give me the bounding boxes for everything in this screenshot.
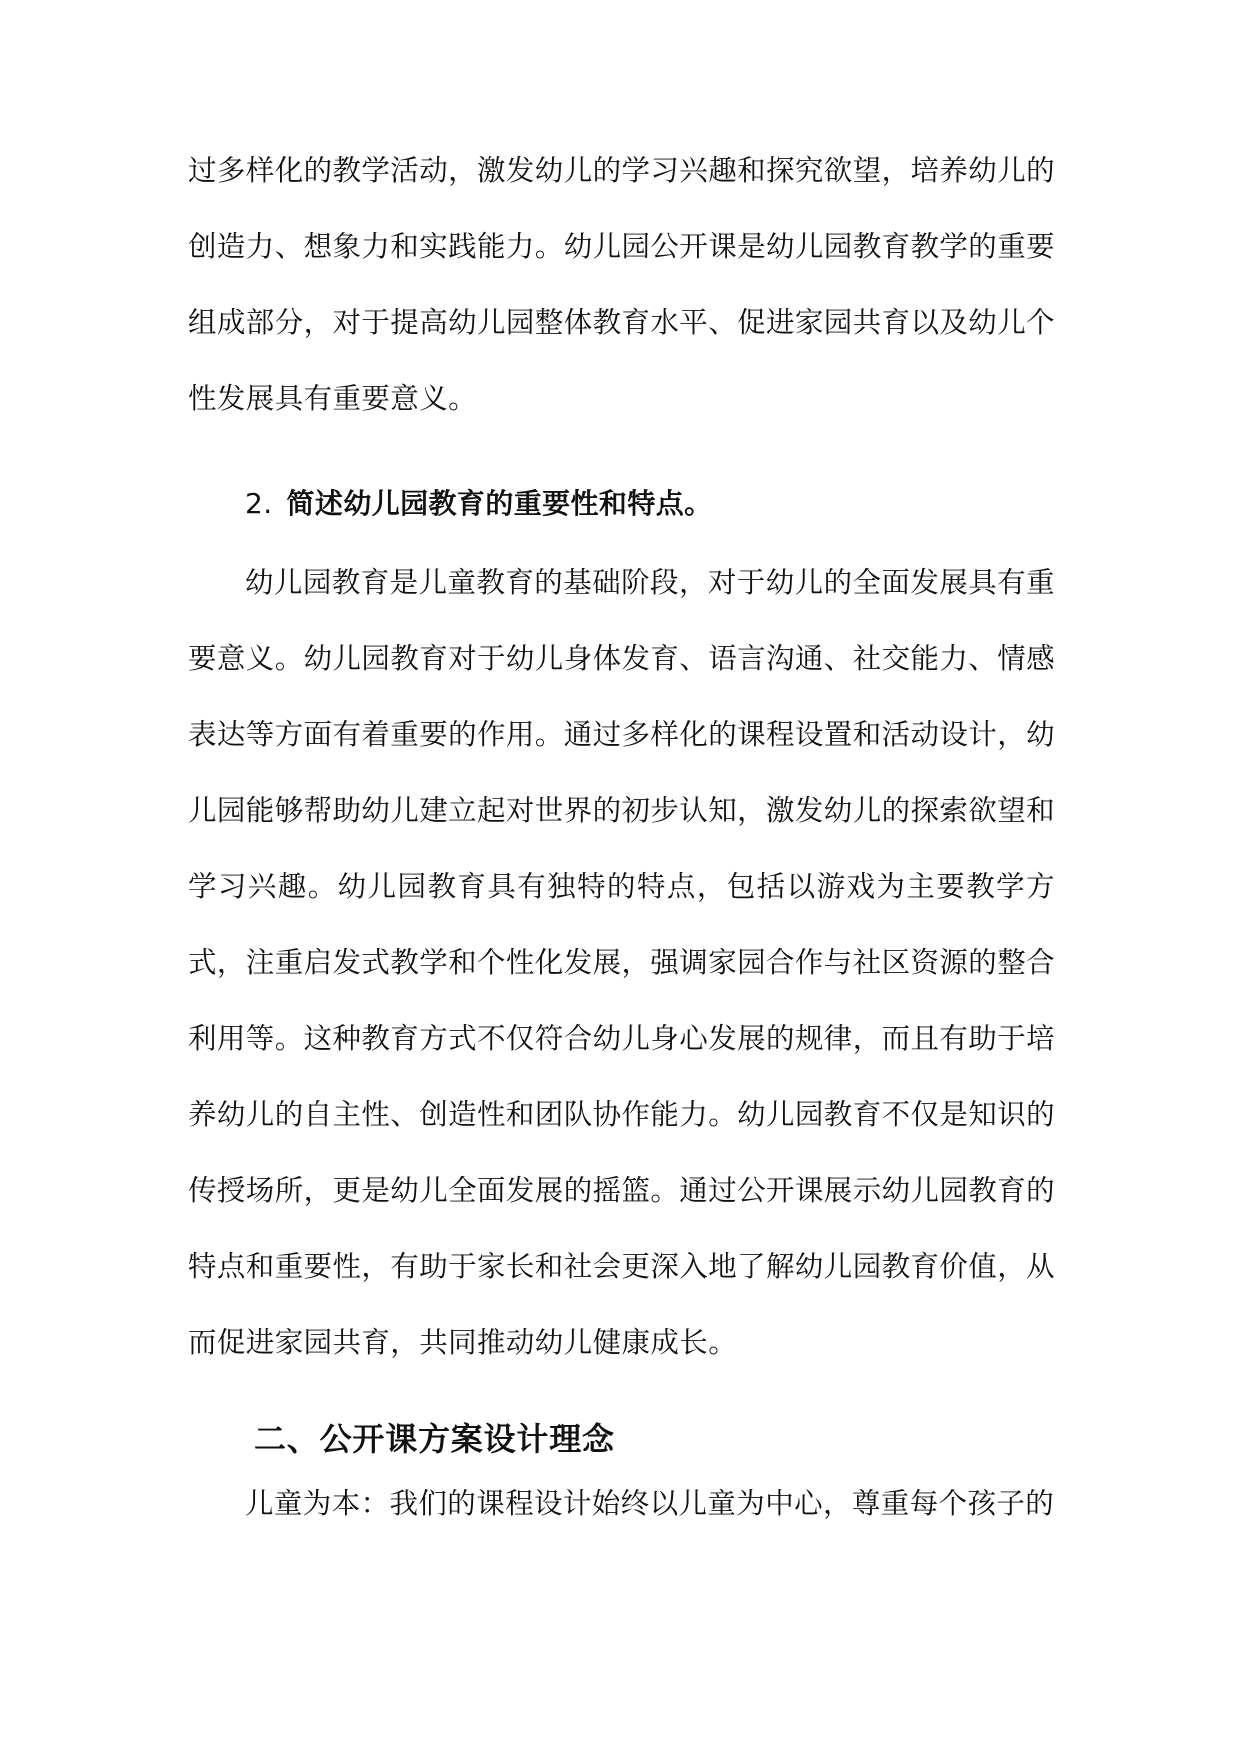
body-paragraph-importance: 幼儿园教育是儿童教育的基础阶段，对于幼儿的全面发展具有重要意义。幼儿园教育对于幼儿身体发育、语言沟通、社交能力、情感表达等方面有着重要的作用。通过多样化的课程设置和活动设计，幼儿园能够帮助幼儿建立起对世界的初步认知，激发幼儿的探索欲望和学习兴趣。幼儿园教育具有独特的特点，包括以游戏为主要教学方式，注重启发式教学和个性化发展，强调家园合作与社区资源的整合利用等。这种教育方式不仅符合幼儿身心发展的规律，而且有助于培养幼儿的自主性、创造性和团队协作能力。幼儿园教育不仅是知识的传授场所，更是幼儿全面发展的摇篮。通过公开课展示幼儿园教育的特点和重要性，有助于家长和社会更深入地了解幼儿园教育价值，从而促进家园共育，共同推动幼儿健康成长。: [188, 566, 1056, 1359]
body-paragraph-continued: 过多样化的教学活动，激发幼儿的学习兴趣和探究欲望，培养幼儿的创造力、想象力和实践能力。幼儿园公开课是幼儿园教育教学的重要组成部分，对于提高幼儿园整体教育水平、促进家园共育以及幼儿个性发展具有重要意义。: [188, 154, 1056, 415]
subheading-text: 简述幼儿园教育的重要性和特点。: [286, 487, 713, 520]
section-heading: 二、公开课方案设计理念: [254, 1420, 615, 1458]
subheading-importance: [245, 479, 713, 529]
subheading-number: 2.: [245, 487, 273, 520]
body-paragraph-child-centered: 儿童为本：我们的课程设计始终以儿童为中心，尊重每个孩子的: [245, 1487, 1055, 1520]
